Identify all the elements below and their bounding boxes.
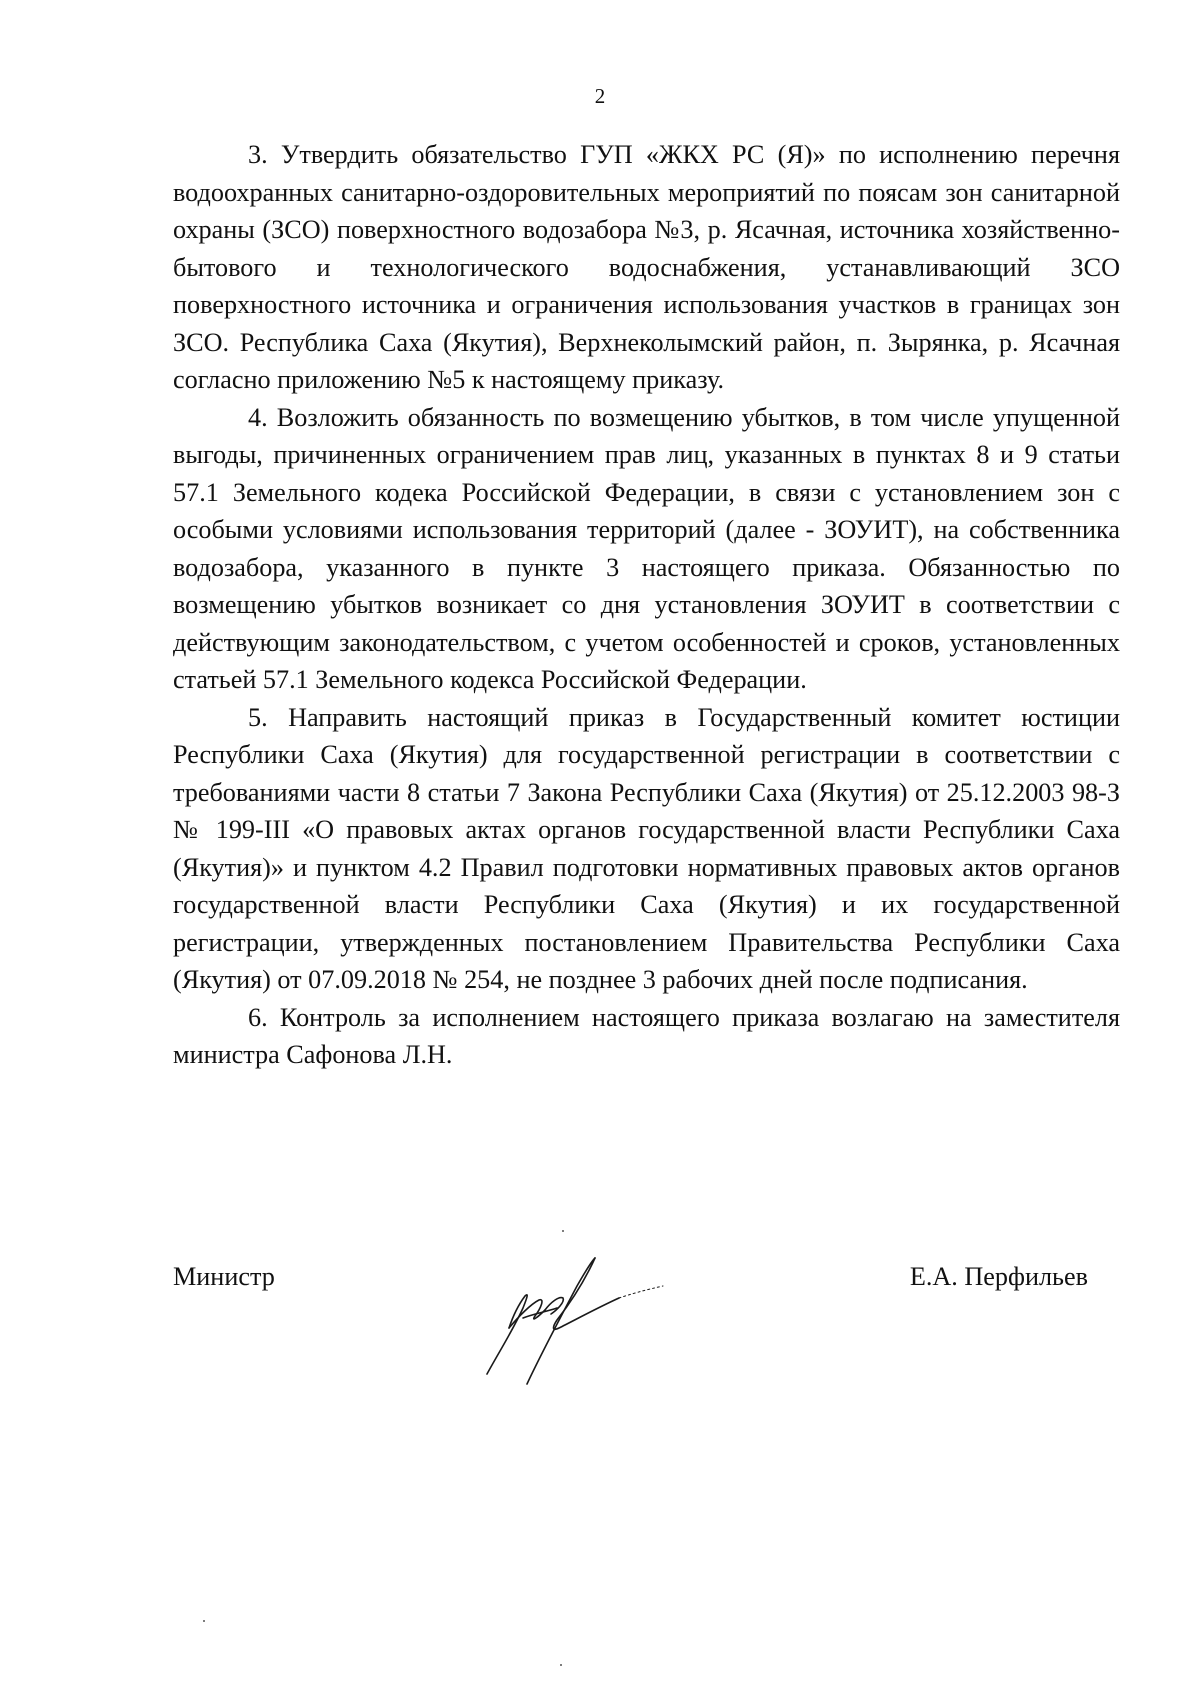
signer-name: Е.А. Перфильев	[909, 1262, 1088, 1291]
signer-title: Министр	[173, 1262, 275, 1291]
scan-speck	[562, 1230, 564, 1232]
handwritten-signature	[479, 1256, 665, 1386]
paragraph-item-5: 5. Направить настоящий приказ в Государственный комитет юстиции Республики Саха (Якутия) для государственной регистрации в соответствии с требованиями части 8 статьи 7 Закона Республики Саха (Якутия) от 25.12.2003 98-З № 199-III «О правовых актах органов государственной власти Республики Саха (Якутия)» и пунктом 4.2 Правил подготовки нормативных правовых актов органов государственной власти Республики Саха (Якутия) и их государственной регистрации, утвержденных постановлением Правительства Республики Саха (Якутия) от 07.09.2018 № 254, не позднее 3 рабочих дней после подписания.	[173, 702, 1120, 994]
paragraph-item-4: 4. Возложить обязанность по возмещению убытков, в том числе упущенной выгоды, причиненных ограничением прав лиц, указанных в пунктах 8 и 9 статьи 57.1 Земельного кодека Российской Федерации, в связи с установлением зон с особыми условиями использования территорий (далее - ЗОУИТ), на собственника водозабора, указанного в пункте 3 настоящего приказа. Обязанностью по возмещению убытков возникает со дня установления ЗОУИТ в соответствии с действующим законодательством, с учетом особенностей и сроков, установленных статьей 57.1 Земельного кодекса Российской Федерации.	[173, 402, 1120, 694]
document-body	[173, 136, 1120, 1074]
page-number: 2	[594, 84, 606, 108]
scan-speck	[560, 1664, 562, 1666]
signature-block	[173, 1262, 1120, 1402]
paragraph-item-3: 3. Утвердить обязательство ГУП «ЖКХ РС (Я)» по исполнению перечня водоохранных санитарно-оздоровительных мероприятий по поясам зон санитарной охраны (ЗСО) поверхностного водозабора №3, р. Ясачная, источника хозяйственно-бытового и технологического водоснабжения, устанавливающий ЗСО поверхностного источника и ограничения использования участков в границах зон ЗСО. Республика Саха (Якутия), Верхнеколымский район, п. Зырянка, р. Ясачная согласно приложению №5 к настоящему приказу.	[173, 140, 1120, 394]
paragraph-item-6: 6. Контроль за исполнением настоящего приказа возлагаю на заместителя министра Сафонова Л.Н.	[173, 1002, 1120, 1069]
scan-speck	[203, 1620, 205, 1622]
